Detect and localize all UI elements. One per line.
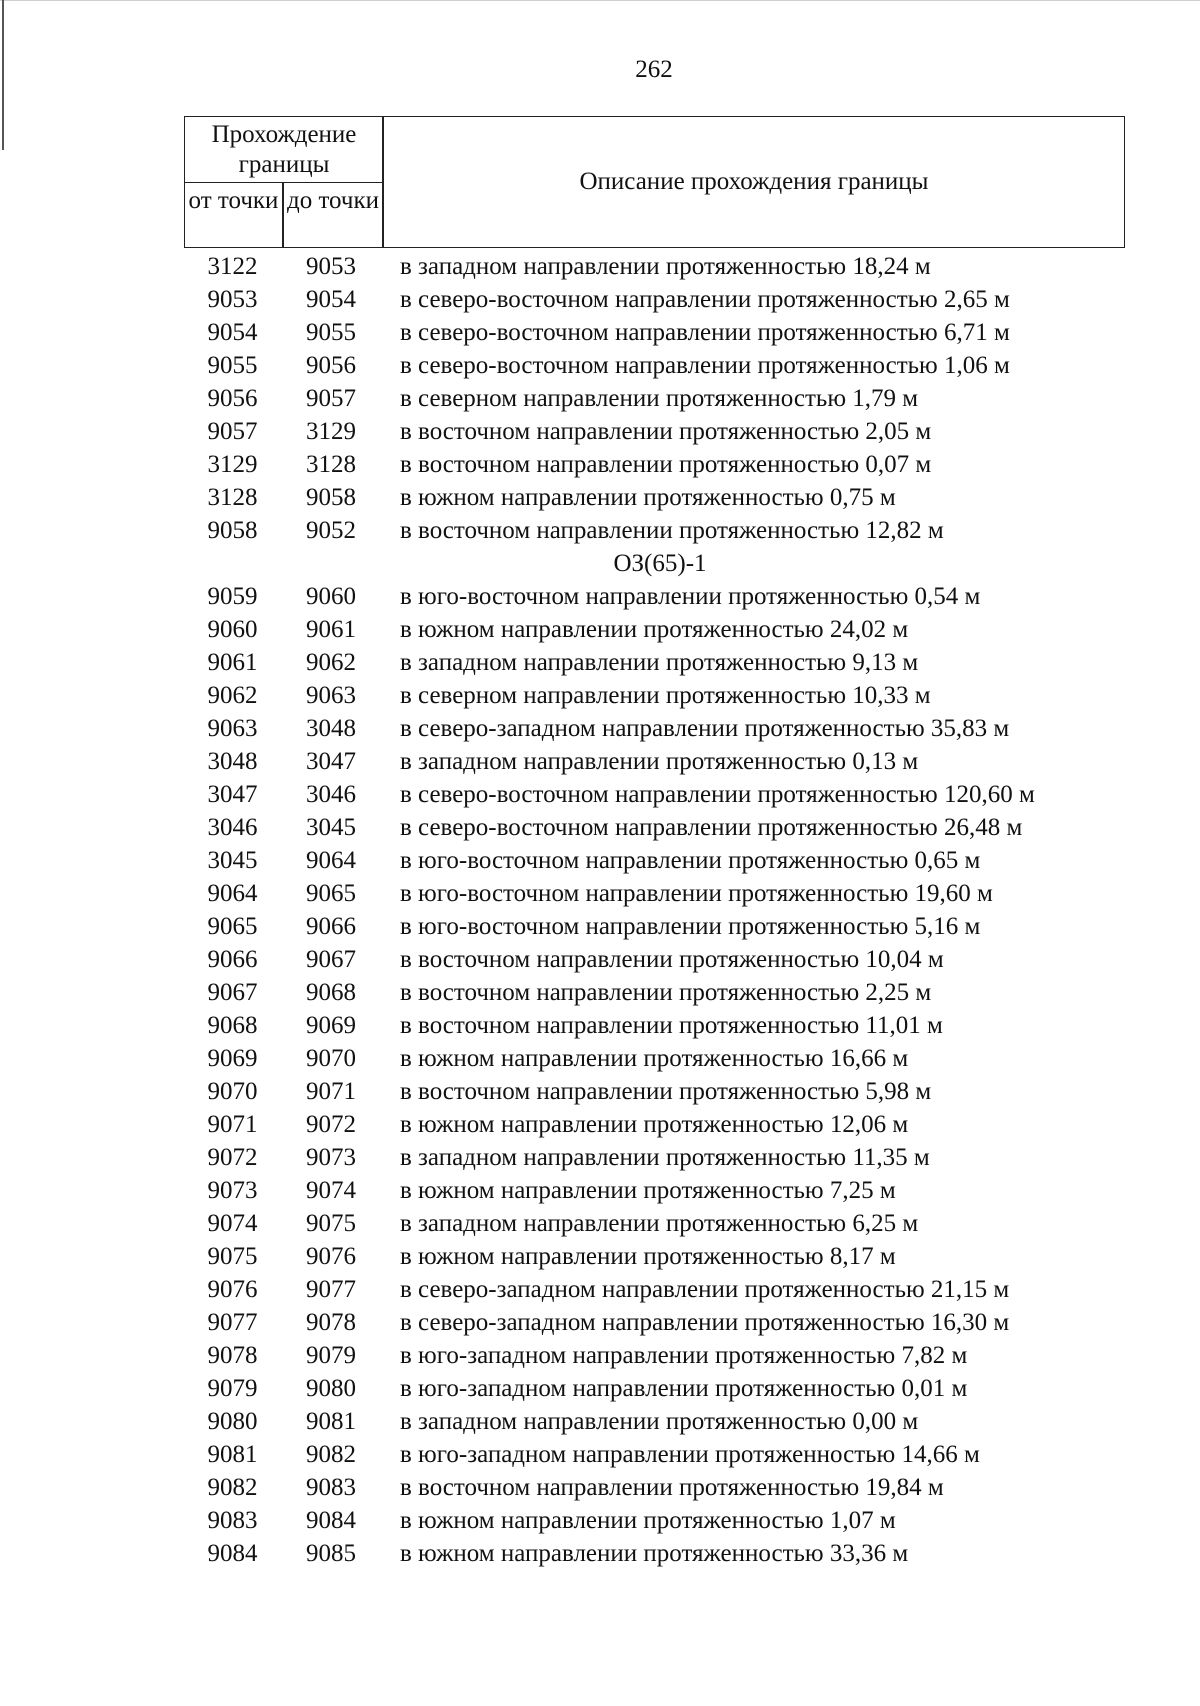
cell-description: в западном направлении протяженностью 11,35 м [400,1144,930,1171]
cell-to-point: 9057 [306,385,356,412]
cell-description: в юго-восточном направлении протяженностью 0,54 м [400,583,981,610]
cell-to-point: 9074 [306,1177,356,1204]
cell-description: в северо-восточном направлении протяженностью 1,06 м [400,352,1010,379]
cell-to-point: 9064 [306,847,356,874]
cell-to-point: 3129 [306,418,356,445]
cell-description: в западном направлении протяженностью 6,25 м [400,1210,919,1237]
table-rows-group-2 [184,580,1134,1570]
cell-to-point: 9058 [306,484,356,511]
table-row [184,877,1134,910]
table-row [184,712,1134,745]
table-row [184,1372,1134,1405]
cell-from-point: 3045 [207,847,258,874]
table-row [184,250,1134,283]
cell-to-point: 9081 [306,1408,356,1435]
cell-description: в южном направлении протяженностью 24,02 м [400,616,909,643]
table-row [184,778,1134,811]
table-row [184,1042,1134,1075]
cell-from-point: 9080 [207,1408,258,1435]
cell-description: в юго-восточном направлении протяженностью 0,65 м [400,847,981,874]
table-row [184,415,1134,448]
cell-to-point: 9060 [306,583,356,610]
page-number: 262 [635,56,673,83]
cell-from-point: 9067 [207,979,258,1006]
table-row [184,1009,1134,1042]
cell-from-point: 9059 [207,583,258,610]
cell-from-point: 9074 [207,1210,258,1237]
table-row [184,1075,1134,1108]
header-boundary-passage: Прохождение границы [185,117,383,183]
cell-from-point: 3048 [207,748,258,775]
cell-description: в восточном направлении протяженностью 5,98 м [400,1078,932,1105]
cell-from-point: 9063 [207,715,258,742]
cell-description: в западном направлении протяженностью 18,24 м [400,253,931,280]
cell-to-point: 9075 [306,1210,356,1237]
cell-from-point: 9060 [207,616,258,643]
cell-from-point: 9061 [207,649,258,676]
cell-from-point: 9055 [207,352,258,379]
cell-description: в северо-восточном направлении протяженностью 6,71 м [400,319,1010,346]
cell-from-point: 3047 [207,781,258,808]
cell-description: в северо-восточном направлении протяженностью 2,65 м [400,286,1010,313]
cell-description: в северо-западном направлении протяженностью 35,83 м [400,715,1010,742]
cell-to-point: 9061 [306,616,356,643]
table-row [184,1504,1134,1537]
cell-to-point: 9055 [306,319,356,346]
scan-edge-top [0,0,1200,1]
cell-to-point: 9082 [306,1441,356,1468]
cell-description: в восточном направлении протяженностью 2,25 м [400,979,932,1006]
table-row [184,1405,1134,1438]
cell-to-point: 9073 [306,1144,356,1171]
table-row [184,1240,1134,1273]
table-row [184,976,1134,1009]
cell-from-point: 9082 [207,1474,258,1501]
header-description: Описание прохождения границы [579,168,929,195]
cell-from-point: 3046 [207,814,258,841]
cell-from-point: 9054 [207,319,258,346]
cell-to-point: 3128 [306,451,356,478]
cell-description: в северо-западном направлении протяженностью 21,15 м [400,1276,1010,1303]
cell-to-point: 9063 [306,682,356,709]
cell-to-point: 9077 [306,1276,356,1303]
cell-to-point: 9083 [306,1474,356,1501]
cell-description: в юго-западном направлении протяженностью 0,01 м [400,1375,968,1402]
table-rows-group-1 [184,250,1134,547]
header-to-point: до точки [286,187,380,214]
table-row [184,811,1134,844]
cell-to-point: 3045 [306,814,356,841]
table-row [184,613,1134,646]
table-row [184,943,1134,976]
cell-description: в северо-западном направлении протяженностью 16,30 м [400,1309,1010,1336]
cell-to-point: 9078 [306,1309,356,1336]
cell-description: в северном направлении протяженностью 10,33 м [400,682,931,709]
cell-description: в южном направлении протяженностью 12,06 м [400,1111,909,1138]
cell-from-point: 9073 [207,1177,258,1204]
table-row [184,1174,1134,1207]
cell-description: в южном направлении протяженностью 0,75 м [400,484,896,511]
cell-description: в восточном направлении протяженностью 11,01 м [400,1012,943,1039]
table-row [184,1438,1134,1471]
cell-description: в западном направлении протяженностью 0,13 м [400,748,919,775]
cell-to-point: 3047 [306,748,356,775]
table-row [184,580,1134,613]
cell-to-point: 9065 [306,880,356,907]
table-row [184,745,1134,778]
cell-description: в восточном направлении протяженностью 10,04 м [400,946,944,973]
cell-to-point: 9066 [306,913,356,940]
cell-from-point: 9065 [207,913,258,940]
cell-to-point: 9084 [306,1507,356,1534]
cell-from-point: 9071 [207,1111,258,1138]
cell-from-point: 9062 [207,682,258,709]
cell-to-point: 9080 [306,1375,356,1402]
table-row [184,316,1134,349]
cell-from-point: 9081 [207,1441,258,1468]
cell-from-point: 9077 [207,1309,258,1336]
cell-from-point: 9057 [207,418,258,445]
cell-to-point: 9071 [306,1078,356,1105]
section-row [184,547,1134,580]
table-row [184,1108,1134,1141]
cell-description: в восточном направлении протяженностью 0,07 м [400,451,932,478]
cell-from-point: 9066 [207,946,258,973]
cell-to-point: 9053 [306,253,356,280]
cell-to-point: 9067 [306,946,356,973]
cell-description: в западном направлении протяженностью 9,13 м [400,649,919,676]
table-row [184,514,1134,547]
table-row [184,382,1134,415]
cell-to-point: 3048 [306,715,356,742]
cell-description: в северо-восточном направлении протяженностью 26,48 м [400,814,1023,841]
table-body [184,250,1134,1570]
cell-description: в южном направлении протяженностью 1,07 м [400,1507,896,1534]
cell-description: в восточном направлении протяженностью 2,05 м [400,418,932,445]
cell-description: в юго-восточном направлении протяженностью 19,60 м [400,880,993,907]
cell-from-point: 9068 [207,1012,258,1039]
table-row [184,1306,1134,1339]
cell-description: в юго-западном направлении протяженностью 14,66 м [400,1441,980,1468]
table-row [184,1537,1134,1570]
table-row [184,448,1134,481]
cell-to-point: 9085 [306,1540,356,1567]
cell-to-point: 9069 [306,1012,356,1039]
table-row [184,349,1134,382]
cell-to-point: 9056 [306,352,356,379]
table-row [184,1273,1134,1306]
cell-description: в южном направлении протяженностью 16,66 м [400,1045,909,1072]
cell-from-point: 9053 [207,286,258,313]
table-row [184,283,1134,316]
cell-from-point: 9072 [207,1144,258,1171]
cell-from-point: 9079 [207,1375,258,1402]
cell-to-point: 3046 [306,781,356,808]
cell-from-point: 3122 [207,253,258,280]
cell-from-point: 9058 [207,517,258,544]
cell-from-point: 9075 [207,1243,258,1270]
cell-to-point: 9070 [306,1045,356,1072]
table-row [184,910,1134,943]
table-row [184,481,1134,514]
cell-to-point: 9052 [306,517,356,544]
cell-description: в южном направлении протяженностью 8,17 м [400,1243,896,1270]
table-row [184,1339,1134,1372]
table-header [184,116,1125,248]
header-from-point: от точки [188,187,279,214]
cell-from-point: 9064 [207,880,258,907]
cell-description: в юго-западном направлении протяженностью 7,82 м [400,1342,968,1369]
cell-to-point: 9076 [306,1243,356,1270]
section-title: ОЗ(65)-1 [613,550,707,577]
table-row [184,1471,1134,1504]
table-row [184,1141,1134,1174]
cell-description: в северном направлении протяженностью 1,79 м [400,385,919,412]
cell-description: в восточном направлении протяженностью 19,84 м [400,1474,944,1501]
cell-from-point: 9056 [207,385,258,412]
cell-from-point: 9069 [207,1045,258,1072]
table-row [184,844,1134,877]
cell-from-point: 9076 [207,1276,258,1303]
cell-to-point: 9062 [306,649,356,676]
cell-from-point: 9078 [207,1342,258,1369]
table-row [184,1207,1134,1240]
cell-to-point: 9079 [306,1342,356,1369]
cell-description: в восточном направлении протяженностью 12,82 м [400,517,944,544]
scan-edge-left [2,0,4,150]
cell-from-point: 3128 [207,484,258,511]
cell-from-point: 9084 [207,1540,258,1567]
cell-to-point: 9068 [306,979,356,1006]
cell-from-point: 3129 [207,451,258,478]
cell-description: в южном направлении протяженностью 33,36 м [400,1540,909,1567]
table-row [184,646,1134,679]
cell-description: в северо-восточном направлении протяженностью 120,60 м [400,781,1035,808]
cell-from-point: 9070 [207,1078,258,1105]
cell-to-point: 9072 [306,1111,356,1138]
cell-description: в юго-восточном направлении протяженностью 5,16 м [400,913,981,940]
table-row [184,679,1134,712]
cell-description: в западном направлении протяженностью 0,00 м [400,1408,919,1435]
cell-from-point: 9083 [207,1507,258,1534]
cell-to-point: 9054 [306,286,356,313]
cell-description: в южном направлении протяженностью 7,25 м [400,1177,896,1204]
